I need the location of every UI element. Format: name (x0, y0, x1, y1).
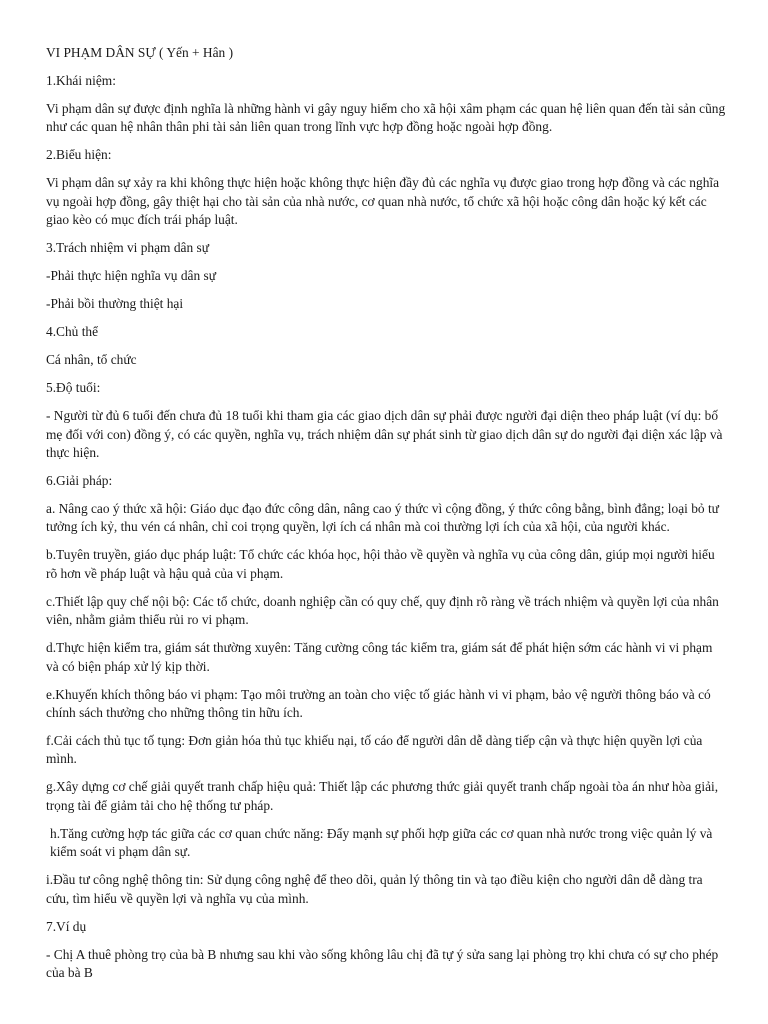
solution-item-b: b.Tuyên truyền, giáo dục pháp luật: Tổ chức các khóa học, hội thảo về quyền và nghĩa vụ của công dân, giúp mọi người hiểu rõ hơn về pháp luật và hậu quả của vi phạm. (46, 547, 715, 581)
section-4-heading: 4.Chủ thể (46, 324, 99, 340)
solution-item-f: f.Cải cách thủ tục tố tụng: Đơn giản hóa thủ tục khiếu nại, tố cáo để người dân dễ dàng tiếp cận và thực hiện quyền lợi của mình. (46, 733, 703, 767)
solution-item-i: i.Đầu tư công nghệ thông tin: Sử dụng công nghệ để theo dõi, quản lý thông tin và tạo điều kiện cho người dân dễ dàng tra cứu, tìm hiểu về quyền lợi và nghĩa vụ của mình. (46, 872, 703, 906)
solution-item-h: h.Tăng cường hợp tác giữa các cơ quan chức năng: Đẩy mạnh sự phối hợp giữa các cơ quan nhà nước trong việc quản lý và kiểm soát vi phạm dân sự. (50, 825, 713, 860)
section-1-heading: 1.Khái niệm: (46, 73, 116, 88)
section-3-heading: 3.Trách nhiệm vi phạm dân sự (46, 240, 209, 256)
section-7-heading: 7.Ví dụ (46, 918, 87, 934)
section-5-heading: 5.Độ tuổi: (46, 380, 101, 396)
section-5-body: - Người từ đủ 6 tuổi đến chưa đủ 18 tuổi khi tham gia các giao dịch dân sự phải được người đại diện theo pháp luật (ví dụ: bố mẹ đối với con) đồng ý, có các quyền, nghĩa vụ, trách nhiệm dân sự phát sinh từ giao dịch dân sự do người đại diện xác lập và thực hiện. (46, 408, 723, 461)
section-2-heading: 2.Biểu hiện: (46, 147, 112, 163)
section-4-body: Cá nhân, tổ chức (46, 352, 137, 368)
solution-item-e: e.Khuyến khích thông báo vi phạm: Tạo môi trường an toàn cho việc tố giác hành vi vi phạm, bảo vệ người thông báo và có chính sách thưởng cho những thông tin hữu ích. (46, 686, 711, 721)
section-3-item: -Phải thực hiện nghĩa vụ dân sự (46, 268, 216, 284)
section-6-heading: 6.Giải pháp: (46, 473, 113, 489)
solution-item-g: g.Xây dựng cơ chế giải quyết tranh chấp hiệu quả: Thiết lập các phương thức giải quyết tranh chấp ngoài tòa án như hòa giải, trọng tài để giảm tải cho hệ thống tư pháp. (46, 779, 719, 813)
document-page (46, 44, 726, 992)
solution-item-d: d.Thực hiện kiểm tra, giám sát thường xuyên: Tăng cường công tác kiểm tra, giám sát để phát hiện sớm các hành vi vi phạm và có biện pháp xử lý kịp thời. (46, 640, 713, 674)
section-7-body: - Chị A thuê phòng trọ của bà B nhưng sau khi vào sống không lâu chị đã tự ý sửa sang lại phòng trọ khi chưa có sự cho phép của bà B (46, 946, 719, 981)
solution-item-c: c.Thiết lập quy chế nội bộ: Các tổ chức, doanh nghiệp cần có quy chế, quy định rõ ràng về trách nhiệm và quyền lợi của nhân viên, nhằm giảm thiểu rủi ro vi phạm. (46, 593, 719, 628)
section-1-body: Vi phạm dân sự được định nghĩa là những hành vi gây nguy hiểm cho xã hội xâm phạm các quan hệ liên quan đến tài sản cũng như các quan hệ nhân thân phi tài sản liên quan trong lĩnh vực hợp đồng hoặc ngoài hợp đồng. (46, 101, 726, 135)
document-title: VI PHẠM DÂN SỰ ( Yến + Hân ) (46, 45, 234, 60)
solution-item-a: a. Nâng cao ý thức xã hội: Giáo dục đạo đức công dân, nâng cao ý thức vì cộng đồng, ý thức công bằng, bình đẳng; loại bỏ tư tưởng ích kỷ, thu vén cá nhân, chỉ coi trọng quyền, lợi ích cá nhân mà coi thường lợi ích của xã hội, của người khác. (46, 501, 719, 535)
section-3-item: -Phải bồi thường thiệt hại (46, 296, 184, 312)
section-2-body: Vi phạm dân sự xảy ra khi không thực hiện hoặc không thực hiện đầy đủ các nghĩa vụ được giao trong hợp đồng và các nghĩa vụ ngoài hợp đồng, gây thiệt hại cho tài sản của nhà nước, cơ quan nhà nước, tổ chức xã hội hoặc công dân hoặc ký kết các giao kèo có mục đích trái pháp luật. (46, 175, 720, 228)
